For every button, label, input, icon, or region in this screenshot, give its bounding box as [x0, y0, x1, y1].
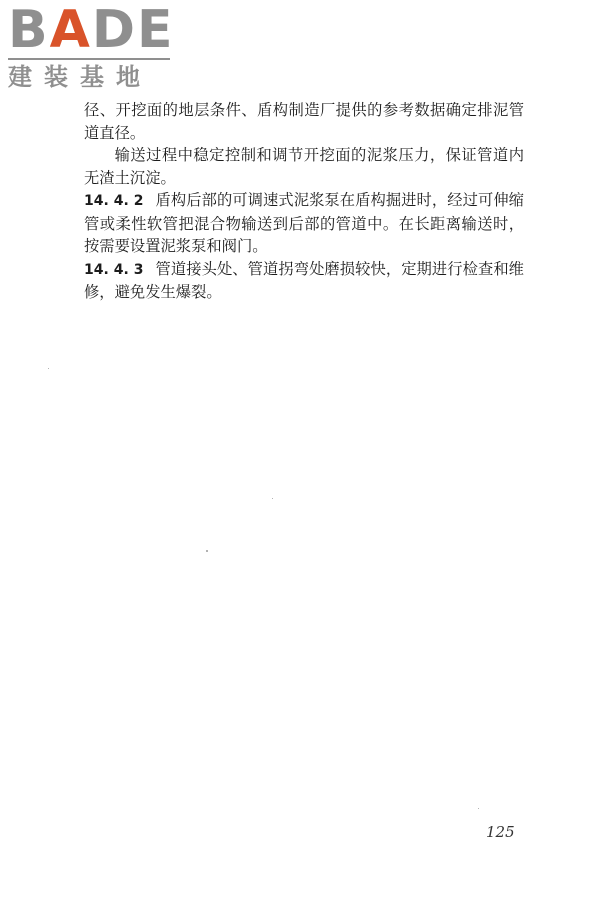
logo-letters-de: DE — [91, 0, 175, 60]
clause-text: 盾构后部的可调速式泥浆泵在盾构掘进时，经过可伸缩管或柔性软管把混合物输送到后部的管道中。在长距离输送时，按需要设置泥浆泵和阀门。 — [84, 191, 524, 255]
clause-number: 14. 4. 2 — [84, 193, 144, 209]
logo-letter-a-mark: A — [49, 0, 92, 60]
bade-logo — [8, 0, 178, 91]
clause-14-4-2 — [84, 189, 524, 258]
clause-number: 14. 4. 3 — [84, 261, 144, 278]
clause-14-4-3 — [84, 258, 524, 304]
logo-letter-b: B — [8, 0, 50, 60]
paragraph-2 — [84, 144, 524, 189]
scan-speck — [206, 550, 208, 552]
scan-speck — [48, 368, 49, 369]
scan-speck — [478, 808, 479, 809]
clause-text: 管道接头处、管道拐弯处磨损较快，定期进行检查和维修，避免发生爆裂。 — [84, 259, 524, 301]
logo-subtitle: 建装基地 — [8, 63, 152, 91]
paragraph-1-text: 径、开挖面的地层条件、盾构制造厂提供的参考数据确定排泥管道直径。 — [84, 101, 524, 142]
scan-speck — [272, 498, 273, 499]
document-body — [84, 99, 524, 304]
logo-wordmark — [8, 0, 178, 60]
paragraph-2-text: 输送过程中稳定控制和调节开挖面的泥浆压力，保证管道内无渣土沉淀。 — [84, 146, 524, 187]
paragraph-1 — [84, 99, 524, 144]
page-number: 125 — [486, 823, 515, 841]
